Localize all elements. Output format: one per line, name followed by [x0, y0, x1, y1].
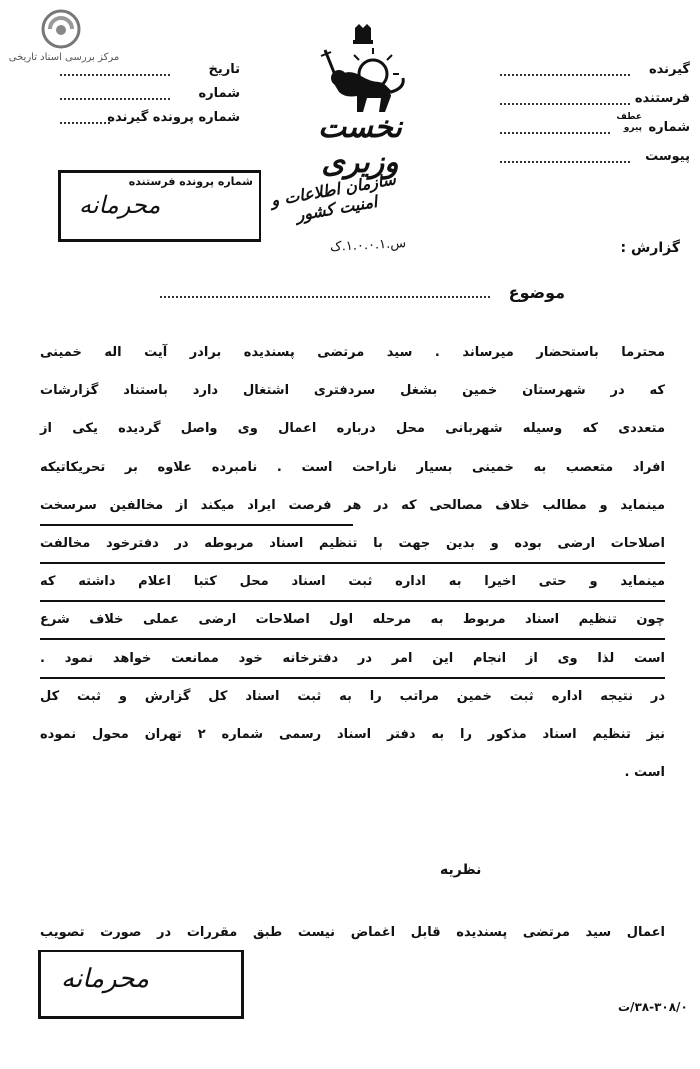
body-line: است .: [624, 765, 665, 781]
meta-ref-number-label: شماره: [648, 120, 690, 135]
meta-number-dots: [60, 98, 170, 100]
meta-ref-number-row: [500, 112, 690, 147]
meta-ref-sub: عطف پیرو: [616, 112, 642, 133]
meta-recipient-dots: [500, 74, 630, 76]
archive-logo: [8, 8, 120, 68]
meta-right: [500, 60, 690, 176]
archive-emblem-icon: [38, 8, 84, 50]
lion-and-sun-emblem-icon: [315, 22, 411, 122]
underline-mark: [40, 562, 665, 564]
body-line-underlined: [40, 536, 665, 574]
body-line: که در شهرستان خمین بشغل سردفتری اشتغال دارد باستناد گزارشات: [40, 383, 665, 399]
confidential-stamp-top: [58, 170, 261, 242]
meta-sender-label: فرستنده: [634, 91, 690, 106]
body-line-text: مینماید و حتی اخیرا به اداره ثبت اسناد محل کتبا اعلام داشته که: [40, 574, 665, 590]
meta-date-row: [60, 60, 240, 84]
underline-mark: [40, 638, 665, 640]
meta-file-label: شماره پرونده گیرنده: [107, 110, 240, 125]
opinion-text: اعمال سید مرتضی پسندیده قابل اغماض نیست طبق مقررات در صورت تصویب: [40, 925, 665, 940]
meta-attachment-label: پیوست: [645, 149, 690, 164]
meta-recipient-row: [500, 60, 690, 89]
meta-attachment-dots: [500, 161, 630, 163]
meta-file-dots: [60, 122, 110, 124]
opinion-label-text: نظریه: [440, 862, 482, 878]
archive-name: مرکز بررسی اسناد تاریخی: [8, 52, 120, 63]
report-body: [40, 345, 665, 803]
meta-ref-number-dots: [500, 132, 610, 134]
body-line-underlined: [40, 612, 665, 650]
body-line: متعددی که وسیله شهربانی محل درباره اعمال وی واصل گردیده یکی از: [40, 421, 665, 437]
meta-left: [60, 60, 240, 132]
body-line-text: اصلاحات ارضی بوده و بدین جهت با تنظیم اسناد مربوطه در دفترخود مخالفت: [40, 535, 665, 551]
underline-mark: [40, 677, 665, 679]
body-line-text: چون تنظیم اسناد مربوط به مرحله اول اصلاحات ارضی عملی خلاف شرع: [40, 612, 665, 628]
subject-dots: [160, 296, 490, 298]
body-line: نیز تنظیم اسناد مذکور را به دفتر اسناد رسمی شماره ۲ تهران محول نموده: [40, 726, 666, 742]
meta-sender-dots: [500, 103, 630, 105]
body-line: در نتیجه اداره ثبت خمین مراتب را به ثبت اسناد کل گزارش و ثبت کل: [40, 688, 665, 704]
confidential-handwriting-bottom: محرمانه: [61, 964, 150, 994]
sender-file-number-label: شماره پرونده فرستنده: [128, 175, 253, 188]
document-code: ۳۸-۳۰۸/۰/ت: [618, 1000, 688, 1014]
body-line-underlined: [40, 498, 665, 536]
body-line-underlined: [40, 651, 665, 689]
meta-date-label: تاریخ: [208, 62, 240, 77]
opinion-label: [440, 862, 481, 878]
body-line: افراد متعصب به خمینی بسیار ناراحت است . نامبرده علاوه بر تحریکاتیکه: [40, 459, 665, 475]
confidential-handwriting-top: محرمانه: [79, 191, 161, 219]
underline-mark: [40, 524, 353, 526]
body-line-text: مینماید و مطالب خلاف مصالحی که در هر فرصت ایراد میکند از مخالفین سرسخت: [40, 497, 665, 513]
org-title: نخست وزیری: [318, 110, 402, 180]
underline-mark: [40, 600, 665, 602]
meta-number-row: [60, 84, 240, 108]
report-label: گزارش :: [620, 240, 680, 256]
meta-number-label: شماره: [198, 86, 240, 101]
subject-label: موضوع: [508, 283, 565, 302]
body-line-text: است لذا وی از انجام این امر در دفترخانه خود ممانعت خواهد نمود .: [40, 650, 665, 666]
body-line: محترما باستحضار میرساند . سید مرتضی پسندیده برادر آیت اله خمینی: [40, 345, 665, 360]
ref-code: س.۱.۰.۰.۱.ک: [329, 236, 407, 255]
org-subtitle: سازمان اطلاعات و امنیت کشور: [269, 169, 398, 225]
meta-date-dots: [60, 74, 170, 76]
meta-recipient-label: گیرنده: [648, 62, 690, 77]
body-line-underlined: [40, 574, 665, 612]
meta-attachment-row: [500, 147, 690, 176]
meta-sender-row: [500, 89, 690, 118]
confidential-stamp-bottom: [38, 950, 244, 1019]
meta-file-row: [60, 108, 240, 132]
